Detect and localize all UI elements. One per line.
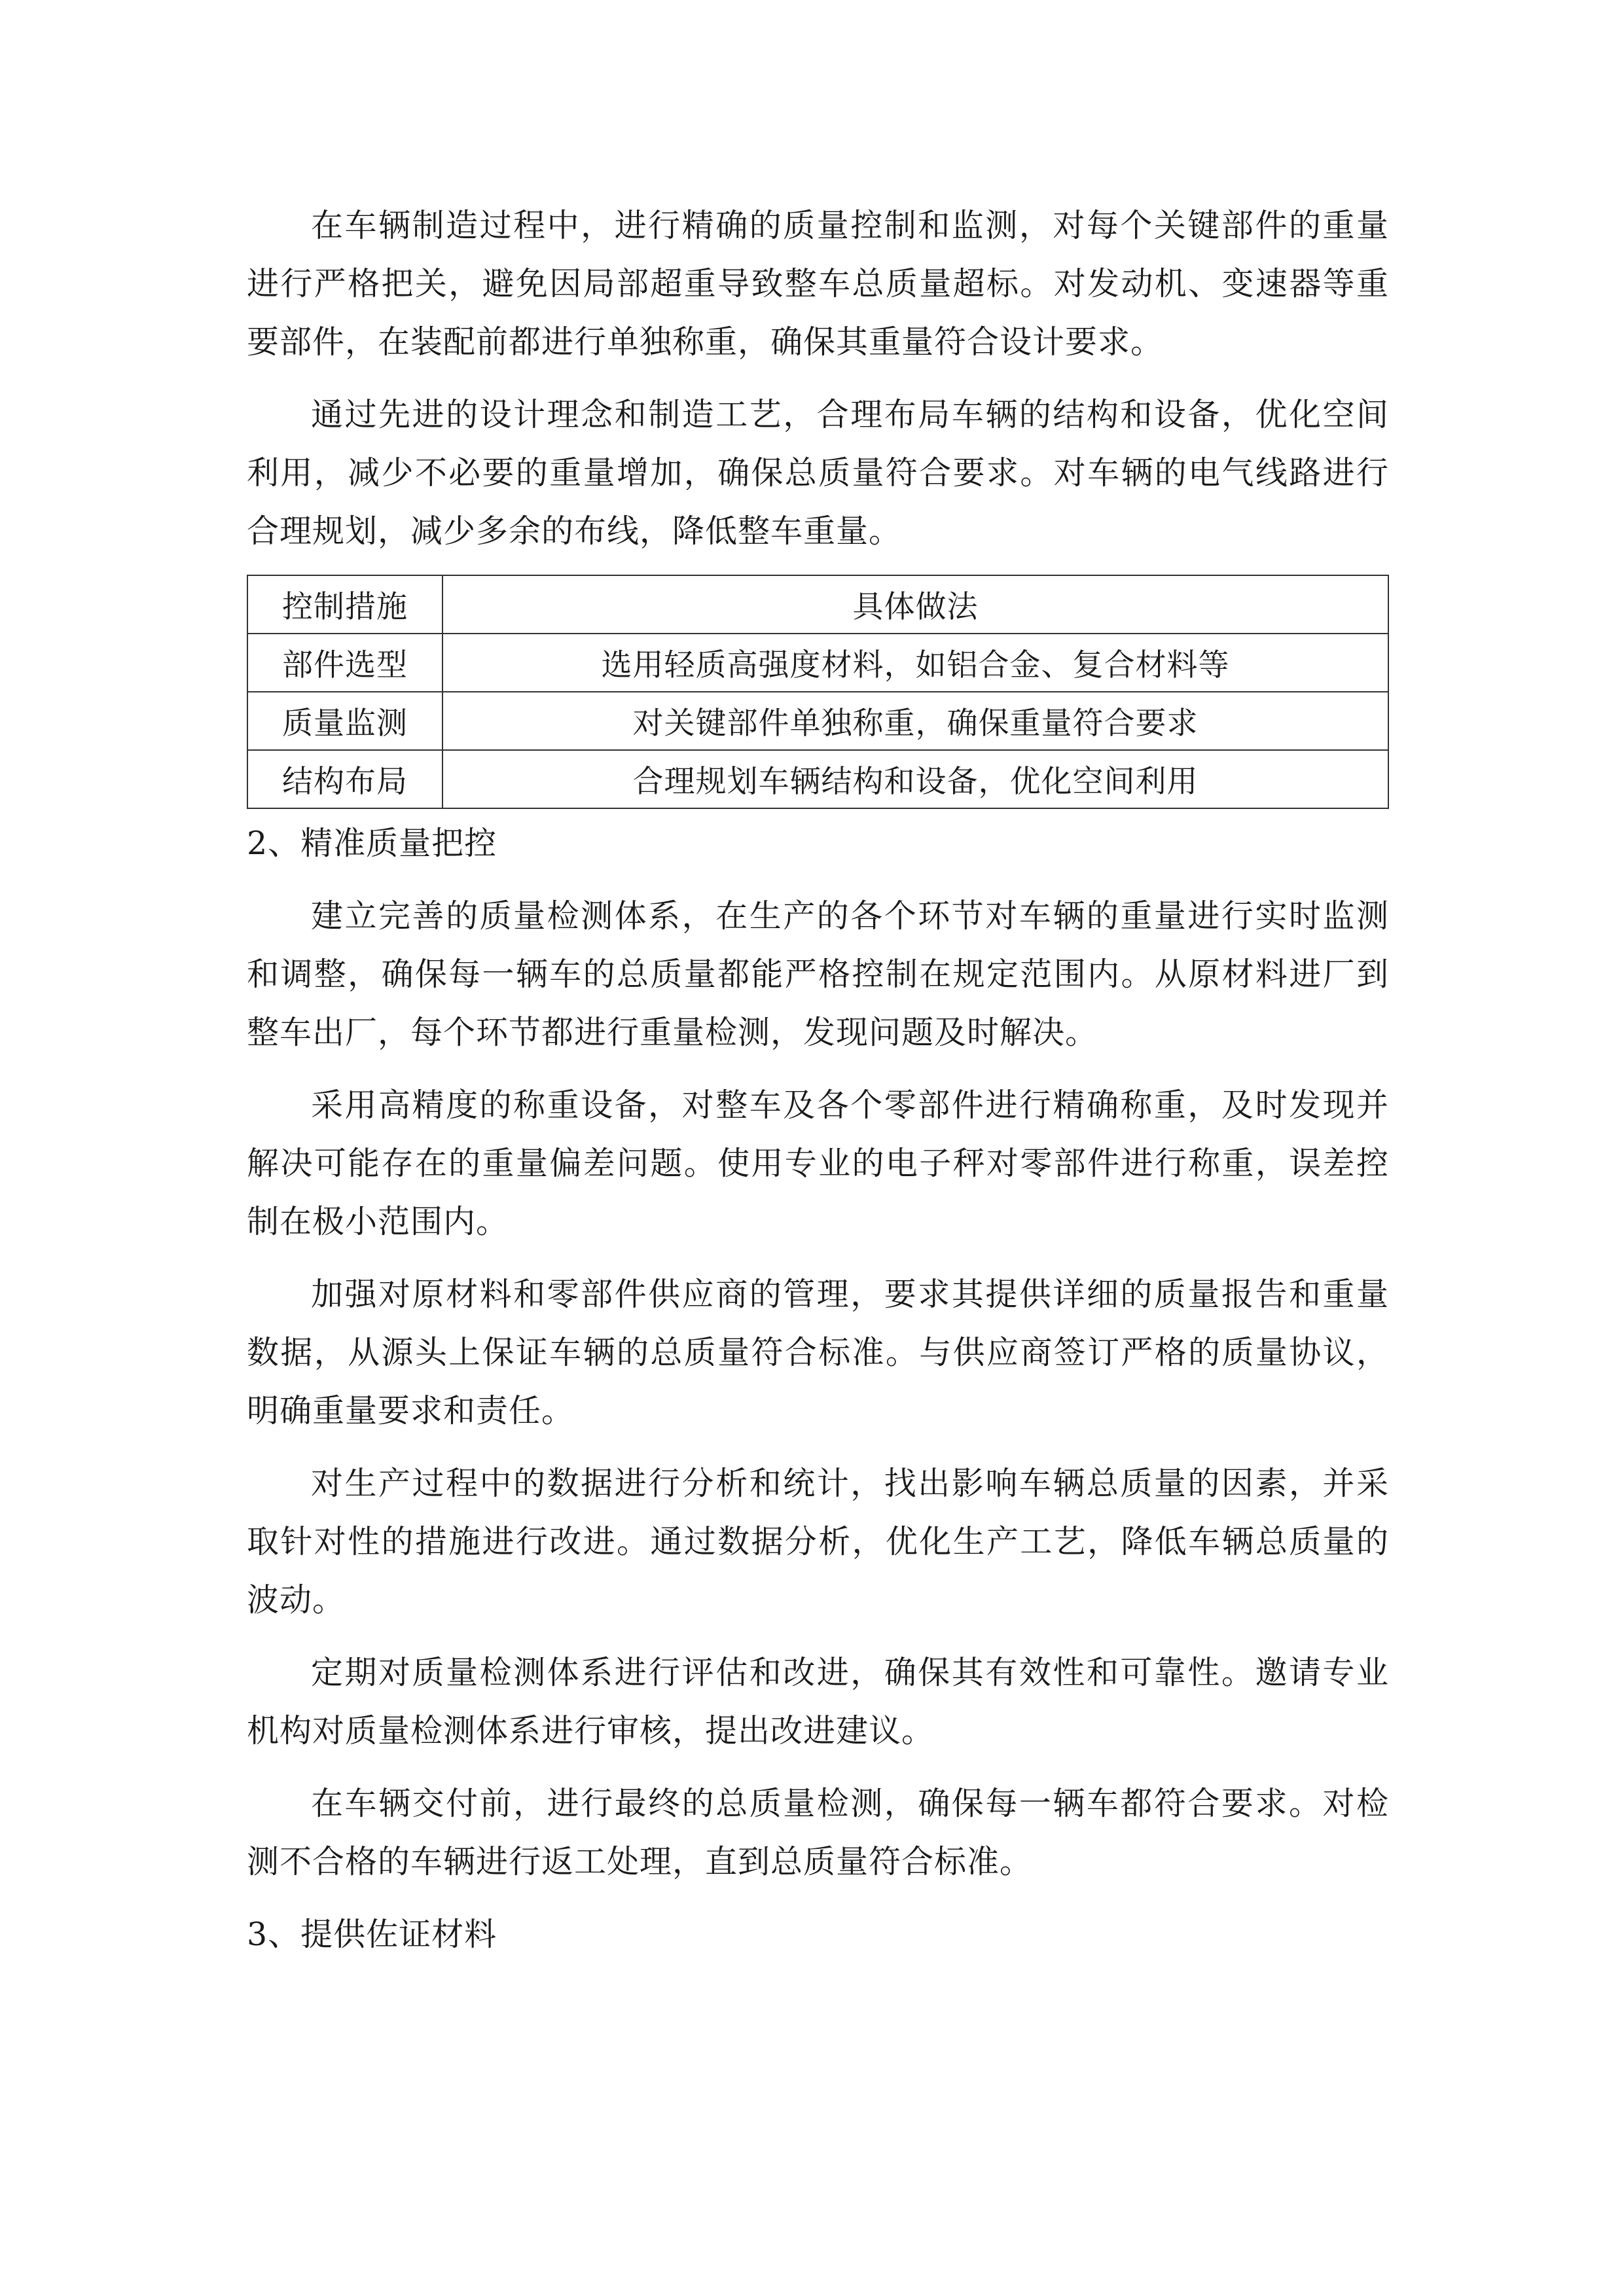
paragraph-quality-control: 在车辆制造过程中，进行精确的质量控制和监测，对每个关键部件的重量进行严格把关，避免因局部超重导致整车总质量超标。对发动机、变速器等重要部件，在装配前都进行单独称重，确保其重量符合设计要求。 — [247, 207, 1389, 361]
paragraph-system-evaluation: 定期对质量检测体系进行评估和改进，确保其有效性和可靠性。邀请专业机构对质量检测体系进行审核，提出改进建议。 — [247, 1654, 1389, 1749]
section-heading-evidence: 3、提供佐证材料 — [247, 1916, 497, 1953]
paragraph-final-inspection: 在车辆交付前，进行最终的总质量检测，确保每一辆车都符合要求。对检测不合格的车辆进行返工处理，直到总质量符合标准。 — [247, 1785, 1389, 1880]
table-row — [247, 750, 1388, 808]
table-header-row — [247, 575, 1388, 634]
table-header-measure: 控制措施 — [247, 575, 442, 634]
control-measures-table — [247, 575, 1389, 809]
paragraph-inspection-system: 建立完善的质量检测体系，在生产的各个环节对车辆的重量进行实时监测和调整，确保每一辆车的总质量都能严格控制在规定范围内。从原材料进厂到整车出厂，每个环节都进行重量检测，发现问题及时解决。 — [247, 897, 1389, 1051]
table-cell-method: 合理规划车辆结构和设备，优化空间利用 — [442, 750, 1388, 808]
paragraph-supplier-management: 加强对原材料和零部件供应商的管理，要求其提供详细的质量报告和重量数据，从源头上保证车辆的总质量符合标准。与供应商签订严格的质量协议，明确重量要求和责任。 — [247, 1276, 1389, 1429]
table-cell-measure: 结构布局 — [247, 750, 442, 808]
table-cell-measure: 部件选型 — [247, 634, 442, 692]
document-page — [247, 196, 1389, 1978]
table-cell-measure: 质量监测 — [247, 692, 442, 750]
table-row — [247, 634, 1388, 692]
paragraph-layout-design: 通过先进的设计理念和制造工艺，合理布局车辆的结构和设备，优化空间利用，减少不必要的重量增加，确保总质量符合要求。对车辆的电气线路进行合理规划，减少多余的布线，降低整车重量。 — [247, 396, 1389, 550]
paragraph-data-analysis: 对生产过程中的数据进行分析和统计，找出影响车辆总质量的因素，并采取针对性的措施进行改进。通过数据分析，优化生产工艺，降低车辆总质量的波动。 — [247, 1465, 1389, 1619]
table-row — [247, 692, 1388, 750]
paragraph-weighing-equipment: 采用高精度的称重设备，对整车及各个零部件进行精确称重，及时发现并解决可能存在的重量偏差问题。使用专业的电子秤对零部件进行称重，误差控制在极小范围内。 — [247, 1086, 1389, 1240]
section-heading-quality: 2、精准质量把控 — [247, 825, 497, 862]
table-cell-method: 对关键部件单独称重，确保重量符合要求 — [442, 692, 1388, 750]
table-header-method: 具体做法 — [442, 575, 1388, 634]
table-cell-method: 选用轻质高强度材料，如铝合金、复合材料等 — [442, 634, 1388, 692]
